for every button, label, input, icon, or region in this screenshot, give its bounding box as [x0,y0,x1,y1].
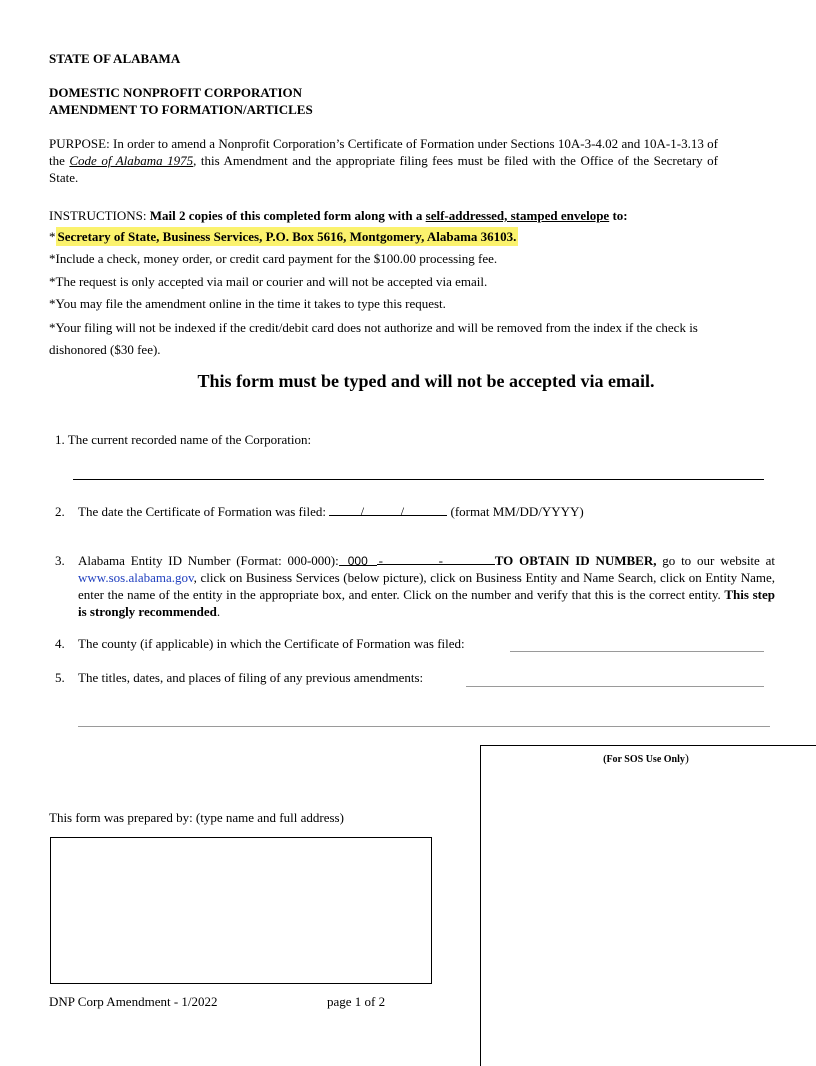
obtain-id-steps: , click on Business Services (below picture), click on Business Entity and Name Search, click on Entity Name, enter the name of the entity in the appropriate box, and enter. Click on the number and verify that this is the correct entity. [78,570,775,602]
sos-use-only-box [480,745,816,1066]
period: . [216,604,221,619]
date-month-field[interactable] [329,503,359,516]
question-4: The county (if applicable) in which the Certificate of Formation was filed: [78,636,465,651]
purpose-tail: , this Amendment and the appropriate filing fees must be filed with the Office of the Secretary of State. [49,153,719,185]
entity-id-part1-field[interactable]: 000 [339,553,377,566]
sos-use-only-label [481,750,811,768]
entity-id-part3-field[interactable] [445,552,495,565]
instruction-indexing: *Your filing will not be indexed if the credit/debit card does not authorize and will be removed from the index if the check is dishonored ($30 fee). [49,320,698,357]
form-title-line2: AMENDMENT TO FORMATION/ARTICLES [49,102,313,117]
address-star: * [49,229,56,244]
typed-notice: This form must be typed and will not be accepted via email. [197,371,655,391]
instructions-heading [49,207,628,224]
question-4-number: 4. [55,636,65,651]
question-5: The titles, dates, and places of filing of any previous amendments: [78,670,424,685]
question-2-label: The date the Certificate of Formation was filed: [78,504,330,519]
purpose-paragraph [49,135,718,186]
question-2-number: 2. [55,504,65,519]
county-field[interactable] [510,651,764,652]
corporation-name-field[interactable] [73,479,764,480]
amendments-field[interactable] [466,686,764,687]
state-title: STATE OF ALABAMA [49,51,181,66]
date-format-hint: (format MM/DD/YYYY) [447,504,584,519]
strongly-recommended: This step is strongly recommended [78,587,775,619]
instructions-label: INSTRUCTIONS: [49,208,150,223]
question-2 [78,503,584,520]
obtain-id-heading: TO OBTAIN ID NUMBER, [494,553,657,568]
question-5-number: 5. [55,670,65,685]
instructions-to: to: [609,208,628,223]
instruction-fee: *Include a check, money order, or credit card payment for the $100.00 processing fee. [49,251,498,266]
footer-page-number: page 1 of 2 [327,994,386,1009]
mailing-address-line [49,228,518,245]
form-title-line1: DOMESTIC NONPROFIT CORPORATION [49,85,303,100]
sos-label-text: (For SOS Use Only [603,754,685,765]
date-separator: / [360,504,365,519]
date-separator: / [400,504,405,519]
question-3 [78,552,775,620]
entity-id-dash: - [438,553,443,568]
entity-id-label: Alabama Entity ID Number (Format: 000-000): [78,553,339,568]
date-year-field[interactable] [405,503,447,516]
question-3-number: 3. [55,553,65,568]
prepared-by-box[interactable] [50,837,432,984]
amendments-field-continued[interactable] [78,726,770,727]
mailing-address: Secretary of State, Business Services, P.O. Box 5616, Montgomery, Alabama 36103. [57,229,517,244]
obtain-id-text: go to our website at [656,553,775,568]
instruction-online: *You may file the amendment online in the time it takes to type this request. [49,296,446,311]
sos-website-link[interactable]: www.sos.alabama.gov [78,570,194,585]
entity-id-part2-field[interactable] [385,552,437,565]
date-day-field[interactable] [365,503,399,516]
entity-id-dash: - [378,553,383,568]
instructions-envelope: self-addressed, stamped envelope [425,208,610,223]
code-reference: Code of Alabama 1975 [69,153,194,168]
question-1: 1. The current recorded name of the Corporation: [55,432,312,447]
sos-label-paren: ) [684,751,689,765]
instruction-mail-only: *The request is only accepted via mail or courier and will not be accepted via email. [49,274,488,289]
purpose-lead: PURPOSE: In order to amend a Nonprofit Corporation’s Certificate of Formation under Sections 10A-3-4.02 and 10A-1-3.13 of the [49,136,718,168]
prepared-by-label: This form was prepared by: (type name and full address) [49,810,344,825]
footer-form-id: DNP Corp Amendment - 1/2022 [49,994,218,1009]
instructions-mail-lead: Mail 2 copies of this completed form along with a [149,208,426,223]
